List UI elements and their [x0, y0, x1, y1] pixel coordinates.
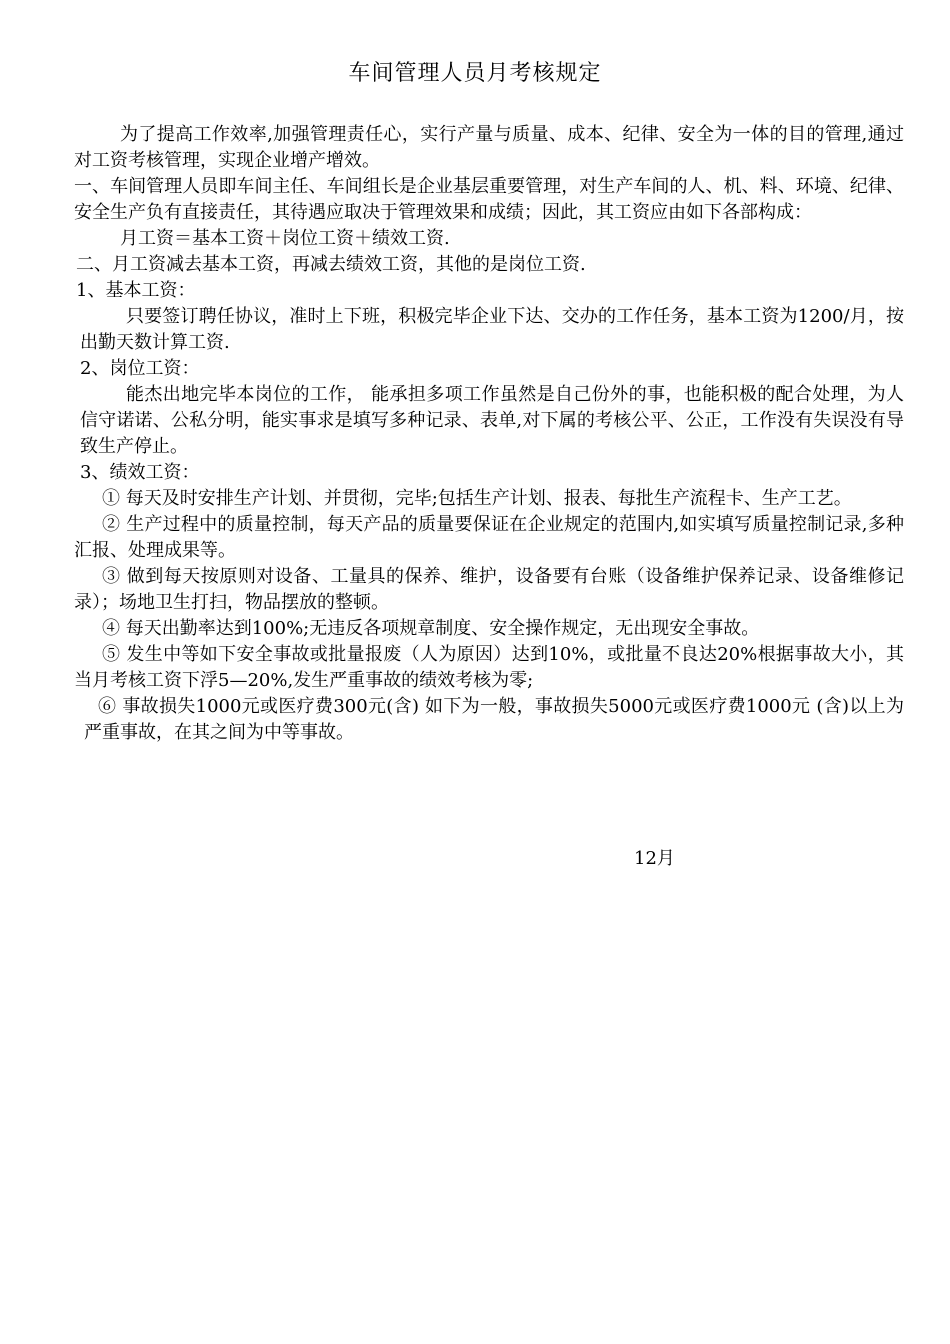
- section-one-paragraph: 一、车间管理人员即车间主任、车间组长是企业基层重要管理，对生产车间的人、机、料、环境、纪律、安全生产负有直接责任，其待遇应取决于管理效果和成绩；因此，其工资应由如下各部构成：: [74, 176, 904, 223]
- basic-salary-paragraph: 只要签订聘任协议，准时上下班，积极完毕企业下达、交办的工作任务，基本工资为1200/月，按出勤天数计算工资.: [80, 306, 904, 353]
- basic-salary-heading: 1、基本工资：: [76, 280, 196, 301]
- position-salary-paragraph: 能杰出地完毕本岗位的工作， 能承担多项工作虽然是自己份外的事，也能积极的配合处理，为人信守诺诺、公私分明，能实事求是填写多种记录、表单,对下属的考核公平、公正，工作没有失误没有导致生产停止。: [80, 384, 904, 457]
- position-salary-heading: 2、岗位工资：: [80, 358, 200, 379]
- performance-item-1: ① 每天及时安排生产计划、并贯彻，完毕;包括生产计划、报表、每批生产流程卡、生产工艺。: [102, 488, 852, 509]
- section-two-paragraph: 二、月工资减去基本工资，再减去绩效工资，其他的是岗位工资.: [76, 254, 586, 275]
- document-body: [74, 122, 904, 746]
- performance-item-5: ⑤ 发生中等如下安全事故或批量报废（人为原因）达到10%，或批量不良达20%根据事故大小，其当月考核工资下浮5—20%,发生严重事故的绩效考核为零;: [74, 644, 904, 691]
- performance-item-3: ③ 做到每天按原则对设备、工量具的保养、维护，设备要有台账（设备维护保养记录、设备维修记录）；场地卫生打扫，物品摆放的整顿。: [74, 566, 904, 613]
- document-date: 12月: [634, 848, 675, 869]
- salary-formula: 月工资＝基本工资＋岗位工资＋绩效工资.: [120, 228, 450, 249]
- performance-item-4: ④ 每天出勤率达到100%;无违反各项规章制度、安全操作规定，无出现安全事故。: [102, 618, 760, 639]
- performance-item-6: ⑥ 事故损失1000元或医疗费300元(含) 如下为一般，事故损失5000元或医疗费1000元 (含)以上为严重事故，在其之间为中等事故。: [84, 696, 904, 743]
- performance-item-2: ② 生产过程中的质量控制，每天产品的质量要保证在企业规定的范围内,如实填写质量控制记录,多种汇报、处理成果等。: [74, 514, 904, 561]
- intro-paragraph: 为了提高工作效率,加强管理责任心，实行产量与质量、成本、纪律、安全为一体的目的管理,通过对工资考核管理，实现企业增产增效。: [74, 124, 904, 171]
- performance-salary-heading: 3、绩效工资：: [80, 462, 200, 483]
- document-title: 车间管理人员月考核规定: [348, 61, 602, 86]
